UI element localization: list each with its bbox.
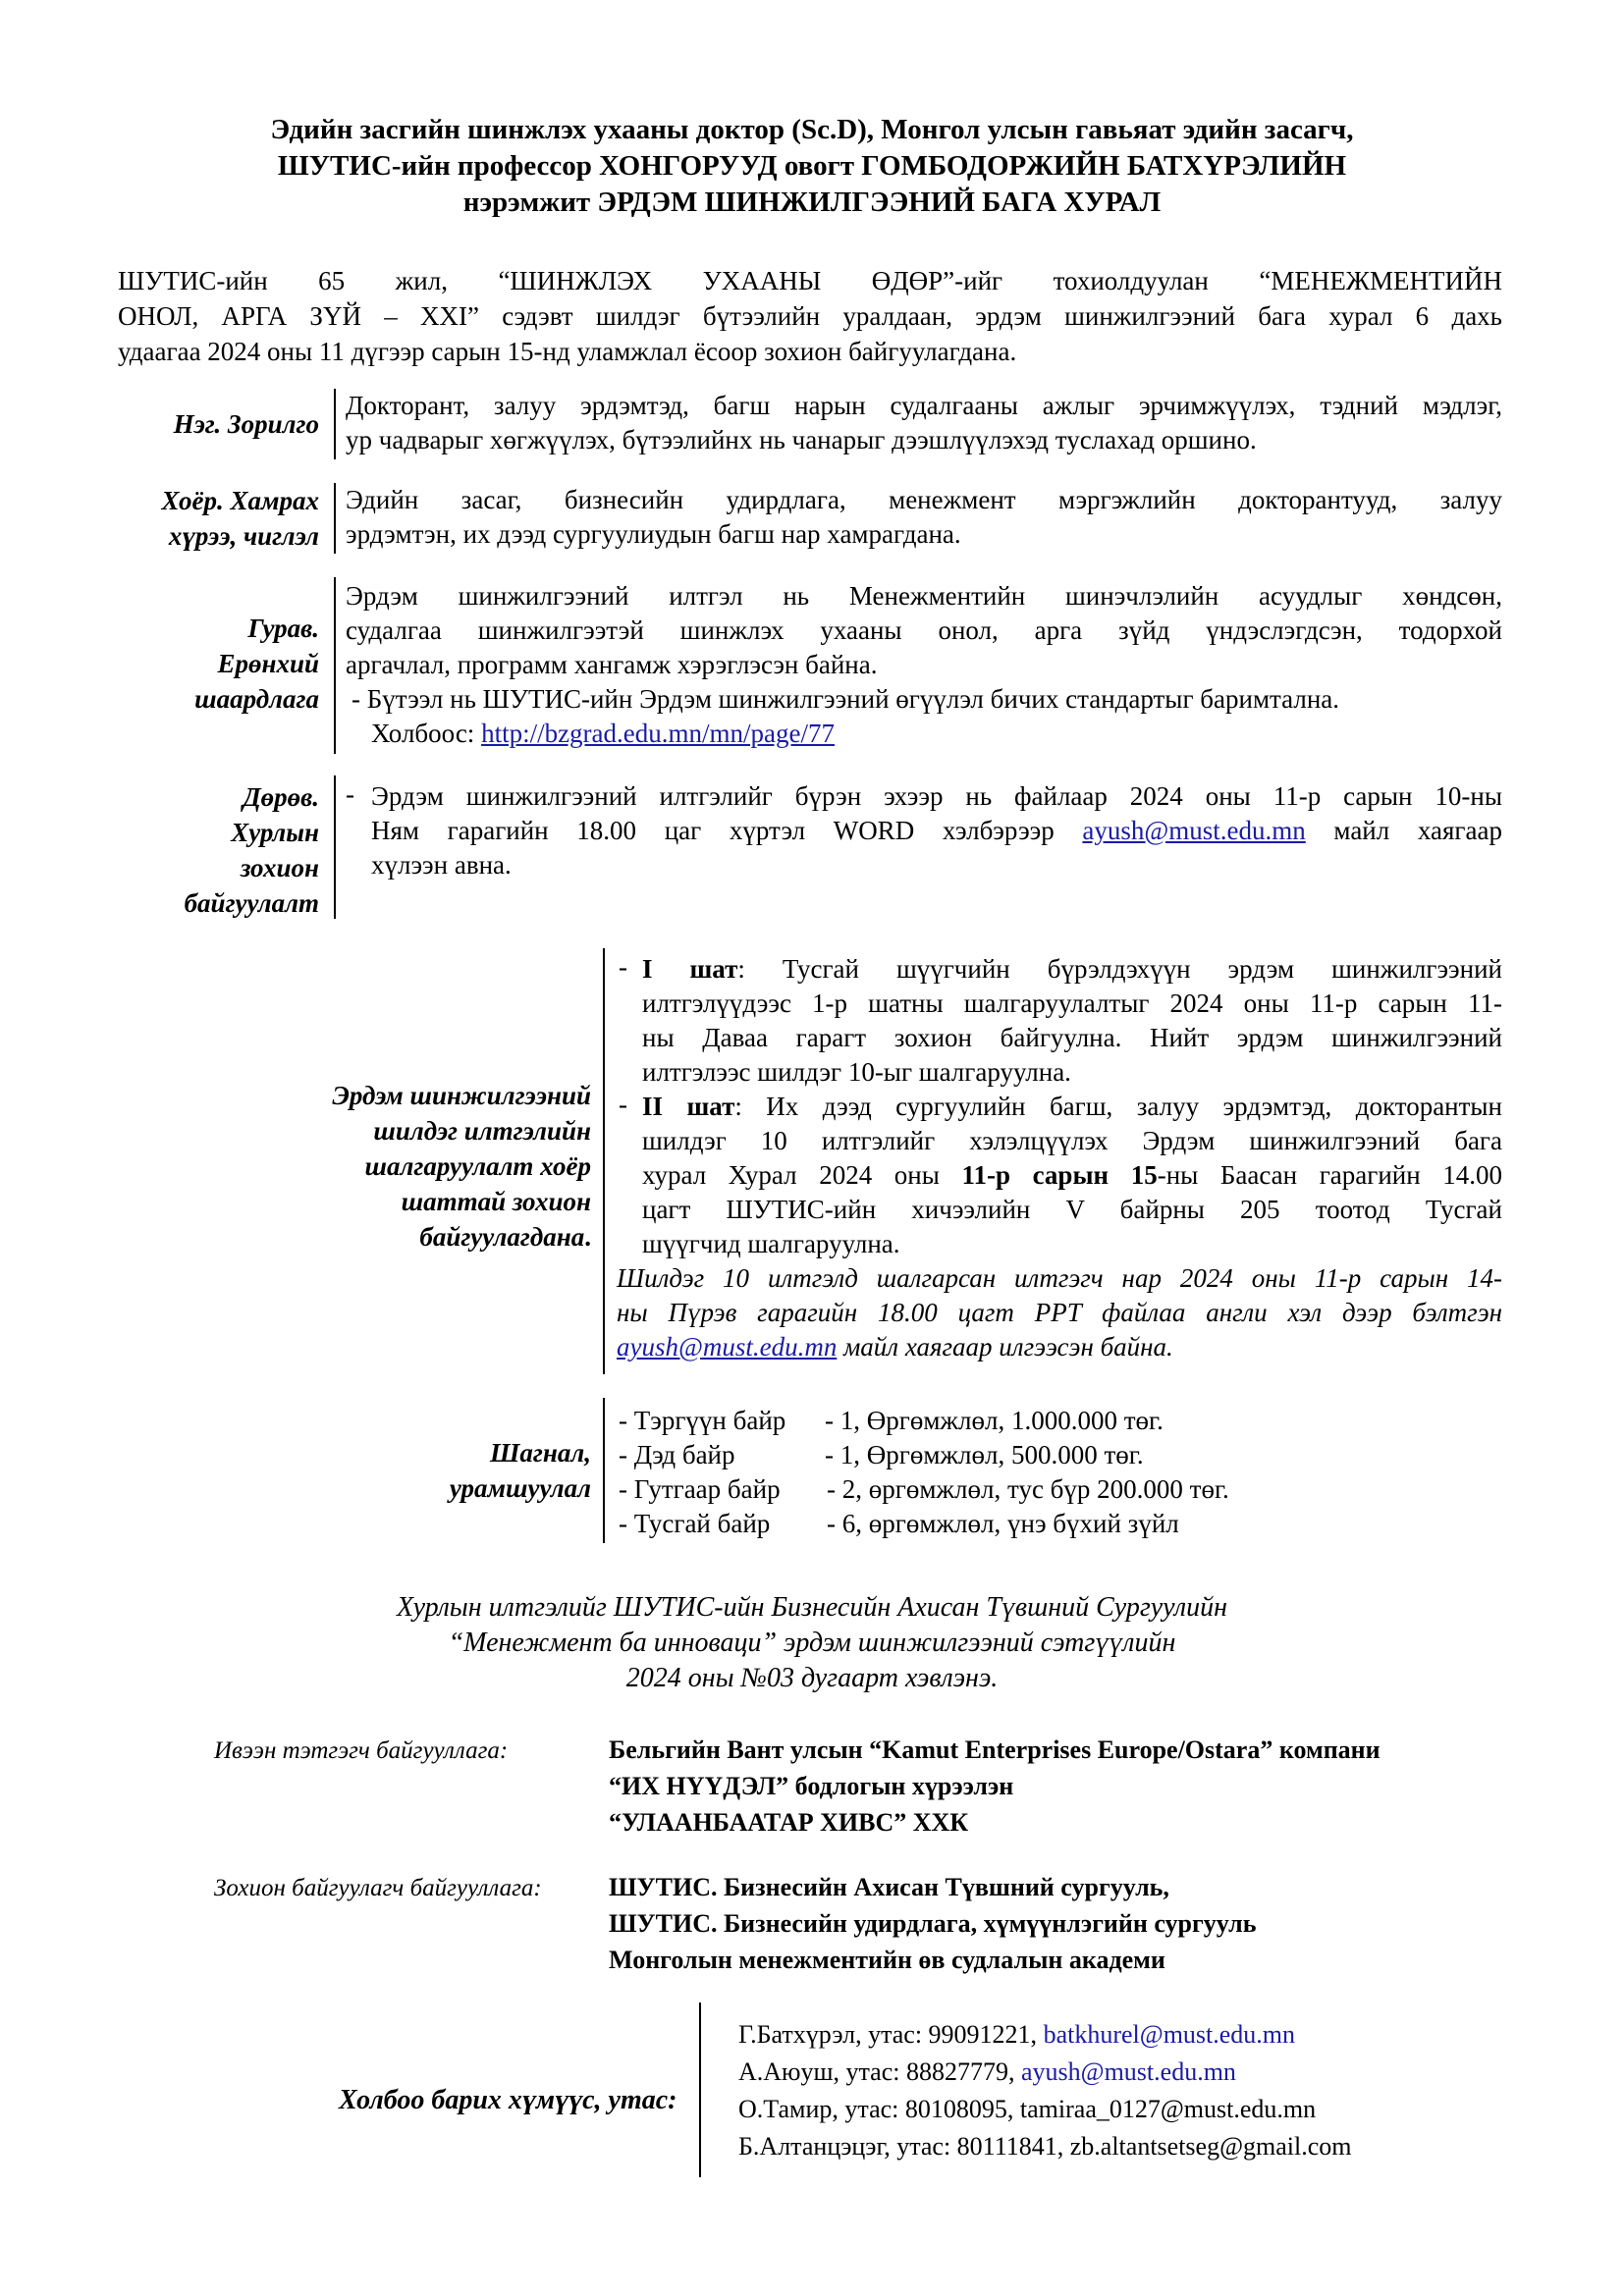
prize-list [619, 1404, 1502, 1541]
intro-paragraph [118, 263, 1502, 369]
email-link[interactable]: ayush@must.edu.mn [617, 1332, 838, 1362]
note-line [617, 1330, 1502, 1364]
label-text: Нэг. Зорилго [173, 409, 319, 439]
label-text: хүрээ, чиглэл [168, 521, 319, 551]
organizer-line: ШУТИС. Бизнесийн Ахисан Түвшний сургууль, [609, 1873, 1169, 1901]
section-divider [334, 483, 336, 554]
organizers-label: Зохион байгуулагч байгууллага: [214, 1875, 542, 1901]
publication-note [196, 1590, 1428, 1696]
body-line [371, 814, 1502, 848]
section-5-label [245, 1078, 591, 1255]
organizer-line: Монголын менежментийн өв судлалын академи [609, 1946, 1165, 1974]
sponsors-label: Ивээн тэтгэгч байгууллага: [214, 1737, 509, 1764]
label-text: Гурав. [247, 614, 319, 643]
label-text: шилдэг илтгэлийн [373, 1116, 591, 1146]
section-1-body [346, 389, 1502, 457]
prize-item [619, 1438, 1502, 1472]
prize-name: - Тэргүүн байр [619, 1406, 786, 1435]
note-line: ны Пүрэв гарагийн 18.00 цагт PPT файлаа англи хэл дээр бэлтгэн [617, 1298, 1502, 1327]
label-text: Хоёр. Хамрах [161, 486, 319, 515]
contact-person [738, 2016, 1352, 2054]
link-label: Холбоос: [371, 719, 482, 748]
contacts-list [738, 2016, 1352, 2165]
contact-text: А.Аюуш, утас: 88827779, [738, 2057, 1021, 2086]
prize-name: - Тусгай байр [619, 1509, 771, 1538]
body-line: ны Даваа гарагт зохион байгуулна. Нийт эрдэм шинжилгээний [642, 1023, 1502, 1052]
organizers-list [609, 1869, 1256, 1978]
contact-email[interactable]: tamiraa_0127@must.edu.mn [1019, 2095, 1317, 2123]
body-text: Ням гарагийн 18.00 цаг хүртэл WORD хэлбэрээр [371, 816, 1083, 845]
title-line: нэрэмжит ЭРДЭМ ШИНЖИЛГЭЭНИЙ БАГА ХУРАЛ [462, 187, 1162, 218]
prize-item [619, 1404, 1502, 1438]
contact-text: Б.Алтанцэцэг, утас: 80111841, [738, 2132, 1070, 2161]
body-line: судалгаа шинжилгээтэй шинжлэх ухааны онол, арга зүйд үндэслэгдсэн, тодорхой [346, 615, 1502, 645]
body-line: аргачлал, программ хангамж хэрэглэсэн байна. [346, 650, 878, 679]
body-text: майл хаягаар [1305, 816, 1502, 845]
title-line: ШУТИС-ийн профессор ХОНГОРУУД овогт ГОМБОДОРЖИЙН БАТХҮРЭЛИЙН [277, 150, 1347, 182]
prize-value: - 1, Өргөмжлөл, 500.000 төг. [825, 1440, 1144, 1469]
section-3-label [118, 611, 319, 717]
label-text: Эрдэм шинжилгээний [332, 1081, 591, 1110]
prize-item [619, 1472, 1502, 1507]
stage-title: I шат [642, 954, 738, 984]
label-text: урамшуулал [449, 1473, 591, 1503]
stage-title: II шат [642, 1092, 735, 1121]
label-text: шаттай зохион [401, 1187, 591, 1216]
contact-email[interactable]: zb.altantsetseg@gmail.com [1069, 2132, 1352, 2161]
intro-line: ШУТИС-ийн 65 жил, “ШИНЖЛЭХ УХААНЫ ӨДӨР”-ийг тохиолдуулан “МЕНЕЖМЕНТИЙН [118, 266, 1502, 295]
section-divider [603, 948, 605, 1374]
intro-line: ОНОЛ, АРГА ЗҮЙ – XXI” сэдэвт шилдэг бүтээлийн уралдаан, эрдэм шинжилгээний бага хурал 6 дахь [118, 301, 1502, 331]
body-line: Эдийн засаг, бизнесийн удирдлага, менежмент мэргэжлийн докторантууд, залуу [346, 485, 1502, 514]
prize-name: - Дэд байр [619, 1440, 735, 1469]
sponsors-list [609, 1732, 1380, 1841]
section-4-body [371, 779, 1502, 882]
body-line: шилдэг 10 илтгэлийг хэлэлцүүлэх Эрдэм шинжилгээний бага [642, 1126, 1502, 1155]
list-dash: - [346, 779, 354, 809]
body-line: цагт ШУТИС-ийн хичээлийн V байрны 205 тоотод Тусгай [642, 1195, 1502, 1224]
prize-value: - 2, өргөмжлөл, тус бүр 200.000 төг. [827, 1474, 1229, 1504]
body-text: : Их дээд сургуулийн багш, залуу эрдэмтэд, докторантын [734, 1092, 1503, 1121]
body-line: Эрдэм шинжилгээний илтгэл нь Менежментийн шинэчлэлийн асуудлыг хөндсөн, [346, 581, 1502, 611]
prize-item [619, 1507, 1502, 1541]
section-divider [334, 389, 336, 459]
link-line [346, 717, 1502, 751]
label-text: байгуулалт [184, 888, 319, 918]
note-text: майл хаягаар илгээсэн байна. [837, 1332, 1173, 1362]
prize-value: - 1, Өргөмжлөл, 1.000.000 төг. [825, 1406, 1164, 1435]
section-4-label [118, 779, 319, 921]
list-dash: - [619, 1090, 627, 1119]
section-1-label [118, 406, 319, 442]
sponsor-line: “ИХ НҮҮДЭЛ” бодлогын хүрээлэн [609, 1772, 1014, 1800]
section-divider [603, 1398, 605, 1543]
publication-line: “Менежмент ба инноваци” эрдэм шинжилгээний сэтгүүлийн [448, 1628, 1176, 1658]
label-text [245, 1219, 591, 1255]
contacts-label: Холбоо барих хүмүүс, утас: [339, 2085, 677, 2115]
body-line: Докторант, залуу эрдэмтэд, багш нарын судалгааны ажлыг эрчимжүүлэх, тэдний мэдлэг, [346, 391, 1502, 420]
contact-email[interactable]: ayush@must.edu.mn [1020, 2057, 1236, 2086]
bullet-line: - Бүтээл нь ШУТИС-ийн Эрдэм шинжилгээний өгүүлэл бичих стандартыг баримтална. [352, 684, 1340, 714]
body-line [642, 952, 1502, 987]
stage-2-block [642, 1090, 1502, 1261]
list-dash: - [619, 952, 627, 982]
body-line: ур чадварыг хөгжүүлэх, бүтээлийнх нь чанарыг дээшлүүлэхэд туслахад оршино. [346, 425, 1257, 454]
intro-line: удаагаа 2024 оны 11 дүгээр сарын 15-нд уламжлал ёсоор зохион байгуулагдана. [118, 337, 1017, 366]
document-title [128, 112, 1496, 221]
contact-text: О.Тамир, утас: 80108095, [738, 2095, 1020, 2123]
section-2-body [346, 483, 1502, 552]
section-2-label [118, 483, 319, 554]
contact-person [738, 2091, 1352, 2128]
contact-person [738, 2054, 1352, 2091]
label-text: Дөрөв. [243, 782, 319, 812]
body-line: шүүгчид шалгаруулна. [642, 1229, 900, 1258]
prize-value: - 6, өргөмжлөл, үнэ бүхий зүйл [827, 1509, 1179, 1538]
body-line: эрдэмтэн, их дээд сургуулиудын багш нар хамрагдана. [346, 519, 961, 549]
contact-person [738, 2128, 1352, 2165]
title-line: Эдийн засгийн шинжлэх ухааны доктор (Sc.D), Монгол улсын гавьяат эдийн засагч, [270, 114, 1354, 145]
label-text: Хурлын [231, 818, 319, 847]
body-line: хүлээн авна. [371, 850, 512, 880]
body-line: илтгэлүүдээс 1-р шатны шалгаруулалтыг 2024 оны 11-р сарын 11- [642, 988, 1502, 1018]
body-text: : Тусгай шүүгчийн бүрэлдэхүүн эрдэм шинжилгээний [737, 954, 1502, 984]
contact-email[interactable]: batkhurel@must.edu.mn [1043, 2020, 1296, 2049]
sponsor-line: Бельгийн Вант улсын “Kamut Enterprises Europe/Ostara” компани [609, 1735, 1380, 1764]
label-text: байгуулагдана [419, 1222, 585, 1252]
label-text: шалгаруулалт хоёр [364, 1151, 591, 1181]
label-dot: . [584, 1222, 591, 1252]
body-line [642, 1090, 1502, 1124]
organizer-line: ШУТИС. Бизнесийн удирдлага, хүмүүнлэгийн сургууль [609, 1909, 1257, 1938]
date-bold: 11-р сарын 15 [961, 1160, 1158, 1190]
email-link[interactable]: ayush@must.edu.mn [1082, 816, 1306, 845]
prize-name: - Гутгаар байр [619, 1474, 781, 1504]
label-text: Ерөнхий [217, 649, 319, 678]
stage-1-block [642, 952, 1502, 1090]
label-text: Шагнал, [490, 1438, 591, 1468]
contacts-divider [699, 2002, 701, 2177]
publication-line: 2024 оны №03 дугаарт хэвлэнэ. [625, 1663, 999, 1693]
note-line: Шилдэг 10 илтгэлд шалгарсан илтгэгч нар 2024 оны 11-р сарын 14- [617, 1263, 1502, 1293]
section-divider [334, 577, 336, 754]
section-3-body [346, 579, 1502, 751]
section-6-label [245, 1435, 591, 1506]
label-text: шаардлага [194, 684, 319, 714]
body-line: илтгэлээс шилдэг 10-ыг шалгаруулна. [642, 1057, 1071, 1087]
contact-text: Г.Батхүрэл, утас: 99091221, [738, 2020, 1044, 2049]
label-text: зохион [240, 853, 319, 882]
stage-note [617, 1261, 1502, 1364]
publication-line: Хурлын илтгэлийг ШУТИС-ийн Бизнесийн Ахисан Түвшний Сургуулийн [397, 1592, 1227, 1623]
sponsor-line: “УЛААНБААТАР ХИВС” ХХК [609, 1808, 969, 1837]
body-line: Эрдэм шинжилгээний илтгэлийг бүрэн эхээр нь файлаар 2024 оны 11-р сарын 10-ны [371, 781, 1502, 811]
body-text: хурал Хурал 2024 оны [642, 1160, 962, 1190]
section-divider [334, 775, 336, 919]
body-line [642, 1158, 1502, 1193]
standard-link[interactable]: http://bzgrad.edu.mn/mn/page/77 [481, 719, 835, 748]
body-text: -ны Баасан гарагийн 14.00 [1157, 1160, 1503, 1190]
